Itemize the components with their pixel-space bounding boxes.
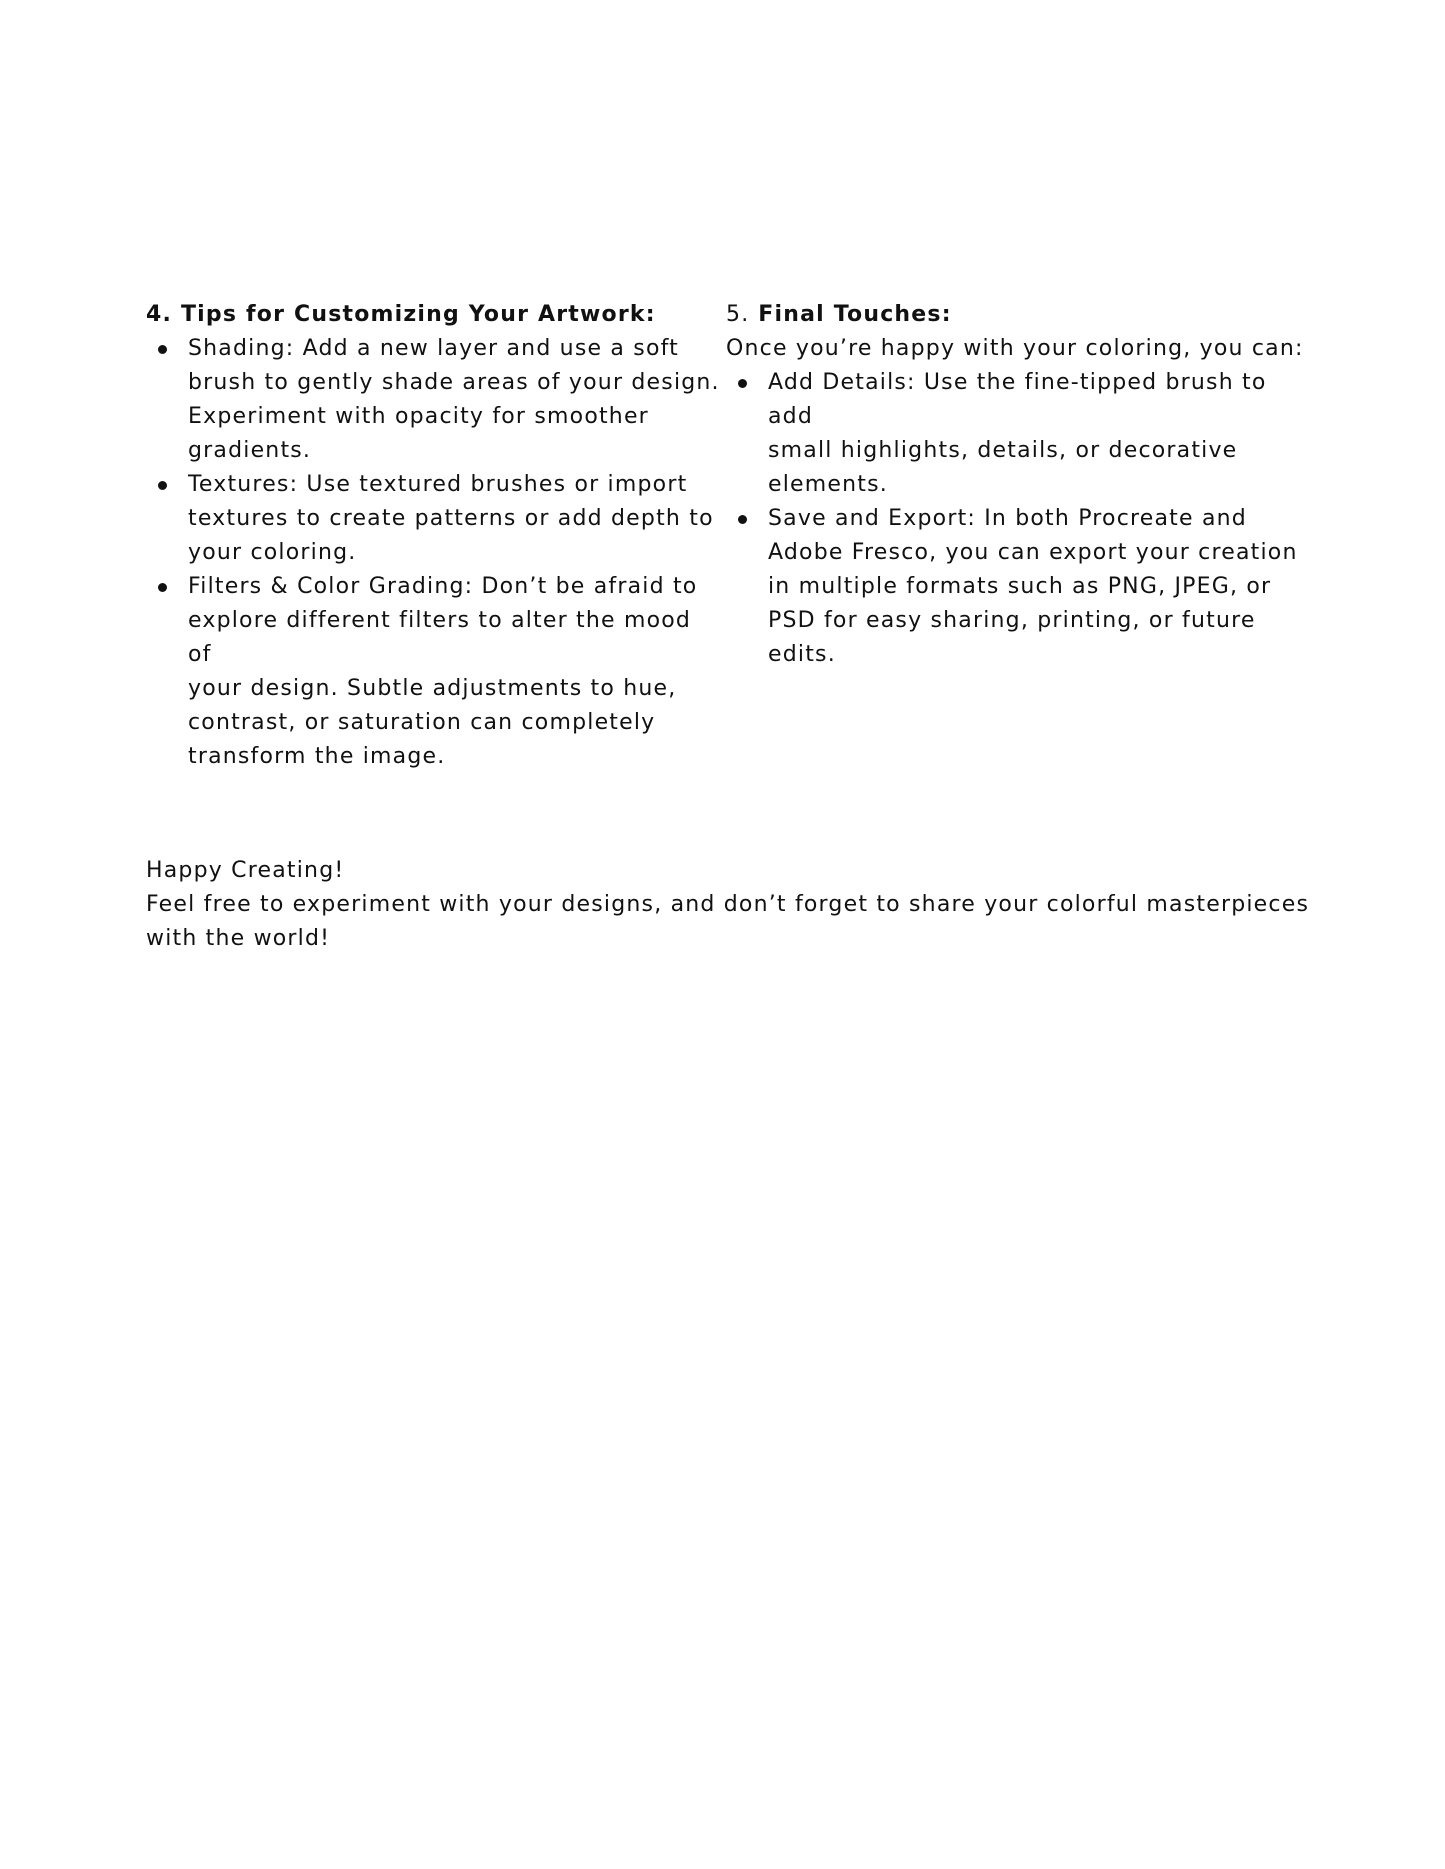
closing-greeting: Happy Creating! (146, 858, 345, 883)
final-touches-heading-title: Final Touches: (758, 302, 952, 327)
list-item-line: edits. (768, 642, 836, 667)
bullet-icon (158, 345, 167, 354)
list-item-line: gradients. (188, 438, 312, 463)
list-item-line: Filters & Color Grading: Don’t be afraid to (188, 574, 698, 599)
list-item-line: contrast, or saturation can completely (188, 710, 656, 735)
list-item-textures (146, 468, 716, 570)
list-item-line: your coloring. (188, 540, 357, 565)
list-item-line: Textures: Use textured brushes or import (188, 472, 688, 497)
list-item-line: small highlights, details, or decorative (768, 438, 1238, 463)
closing-line: Feel free to experiment with your designs, and don’t forget to share your colorful masterpieces (146, 892, 1310, 917)
list-item-line: Experiment with opacity for smoother (188, 404, 649, 429)
final-touches-heading-number: 5. (726, 302, 750, 327)
list-item-line: Save and Export: In both Procreate and (768, 506, 1247, 531)
bullet-icon (158, 481, 167, 490)
tips-heading-number: 4. (146, 302, 173, 327)
bullet-icon (738, 515, 747, 524)
list-item-line: PSD for easy sharing, printing, or future (768, 608, 1256, 633)
list-item-filters (146, 570, 716, 774)
tips-section (146, 298, 720, 774)
final-touches-list (726, 366, 1306, 672)
bullet-icon (738, 379, 747, 388)
tips-heading-title: Tips for Customizing Your Artwork: (180, 302, 656, 327)
list-item-line: your design. Subtle adjustments to hue, (188, 676, 677, 701)
list-item-line: Shading: Add a new layer and use a soft (188, 336, 679, 361)
list-item-line: explore different filters to alter the mood (188, 608, 692, 633)
list-item-line: add (768, 404, 814, 429)
closing-line: with the world! (146, 926, 331, 951)
final-touches-intro: Once you’re happy with your coloring, you can: (726, 336, 1304, 361)
list-item-line: textures to create patterns or add depth to (188, 506, 714, 531)
list-item-line: of (188, 642, 212, 667)
list-item-line: Adobe Fresco, you can export your creation (768, 540, 1298, 565)
list-item-line: in multiple formats such as PNG, JPEG, or (768, 574, 1272, 599)
list-item-line: Add Details: Use the fine-tipped brush to (768, 370, 1267, 395)
list-item-save-export (726, 502, 1306, 672)
final-touches-heading (726, 298, 1306, 332)
list-item-line: elements. (768, 472, 888, 497)
bullet-icon (158, 583, 167, 592)
tips-list (146, 332, 720, 774)
list-item-shading (146, 332, 720, 468)
list-item-line: brush to gently shade areas of your design. (188, 370, 720, 395)
closing-section (146, 854, 1346, 956)
final-touches-section (726, 298, 1306, 672)
tips-heading (146, 298, 716, 332)
list-item-line: transform the image. (188, 744, 446, 769)
list-item-add-details (726, 366, 1306, 502)
